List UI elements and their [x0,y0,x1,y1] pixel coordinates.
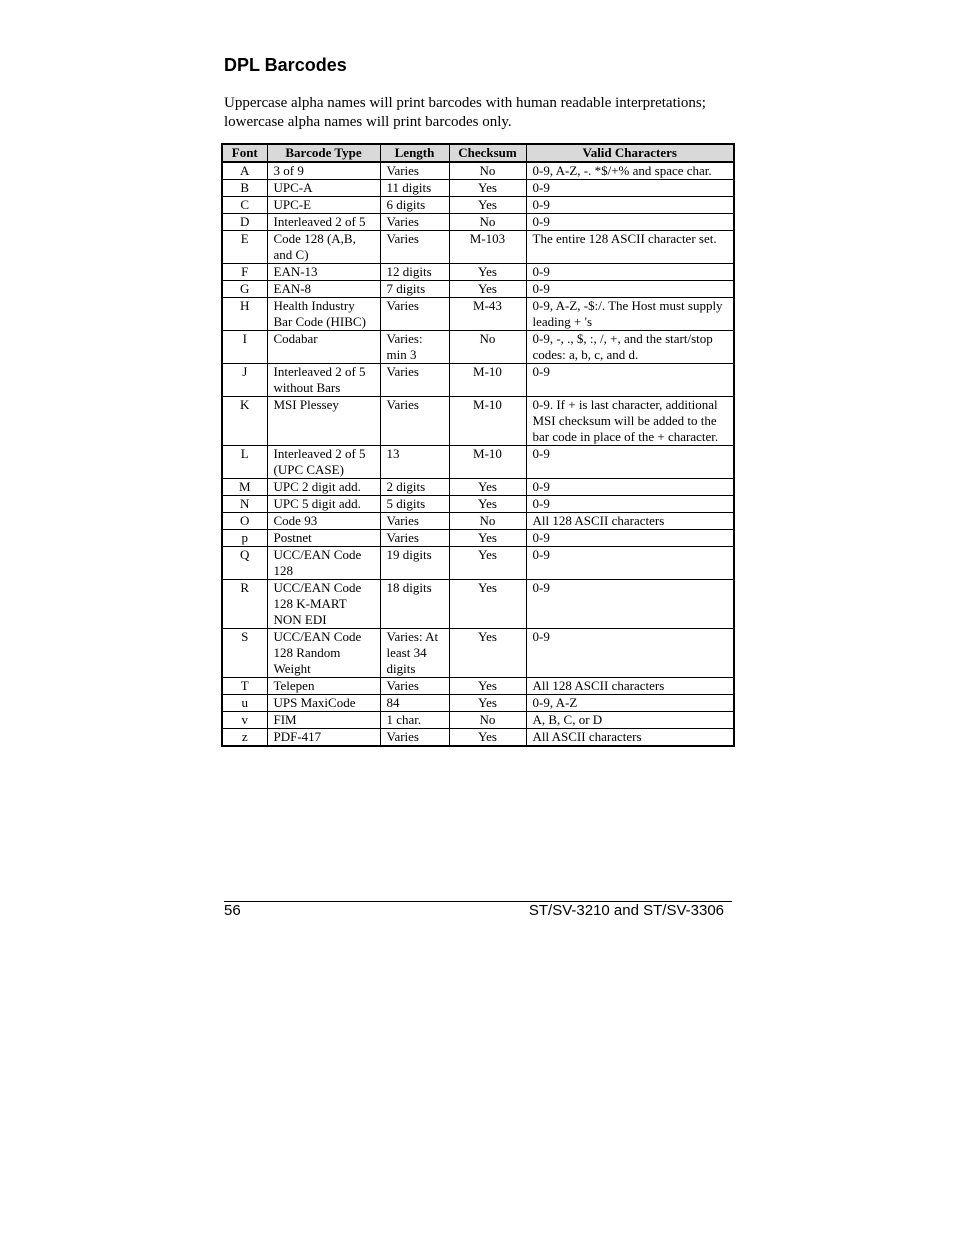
table-body [222,162,734,746]
cell-font: Q [222,547,267,580]
cell-valid-characters: All ASCII characters [526,729,734,747]
cell-barcode-type: PDF-417 [267,729,380,747]
column-header-checksum: Checksum [449,144,526,162]
cell-barcode-type: Postnet [267,530,380,547]
table-row [222,231,734,264]
cell-font: L [222,446,267,479]
table-row [222,331,734,364]
cell-font: K [222,397,267,446]
cell-valid-characters: 0-9 [526,629,734,678]
cell-length: Varies [380,530,449,547]
cell-font: R [222,580,267,629]
cell-font: F [222,264,267,281]
cell-length: Varies: At least 34 digits [380,629,449,678]
cell-checksum: Yes [449,547,526,580]
cell-barcode-type: UPC-A [267,180,380,197]
cell-length: 2 digits [380,479,449,496]
table-header-row [222,144,734,162]
table-row [222,695,734,712]
cell-length: Varies [380,214,449,231]
cell-font: E [222,231,267,264]
table-row [222,180,734,197]
cell-valid-characters: A, B, C, or D [526,712,734,729]
table-row [222,162,734,180]
cell-length: 5 digits [380,496,449,513]
cell-length: Varies: min 3 [380,331,449,364]
cell-valid-characters: 0-9, A-Z, -. *$/+% and space char. [526,162,734,180]
cell-checksum: Yes [449,530,526,547]
cell-barcode-type: 3 of 9 [267,162,380,180]
cell-valid-characters: The entire 128 ASCII character set. [526,231,734,264]
cell-valid-characters: 0-9 [526,580,734,629]
cell-length: Varies [380,729,449,747]
table-row [222,513,734,530]
cell-barcode-type: Code 128 (A,B, and C) [267,231,380,264]
cell-barcode-type: Health Industry Bar Code (HIBC) [267,298,380,331]
cell-checksum: Yes [449,695,526,712]
cell-valid-characters: All 128 ASCII characters [526,678,734,695]
cell-length: Varies [380,678,449,695]
table-row [222,281,734,298]
cell-checksum: M-10 [449,397,526,446]
cell-checksum: No [449,513,526,530]
cell-font: C [222,197,267,214]
cell-barcode-type: Interleaved 2 of 5 (UPC CASE) [267,446,380,479]
table-row [222,530,734,547]
column-header-length: Length [380,144,449,162]
table-row [222,629,734,678]
cell-valid-characters: 0-9 [526,364,734,397]
cell-font: A [222,162,267,180]
cell-length: 18 digits [380,580,449,629]
cell-length: Varies [380,298,449,331]
cell-font: O [222,513,267,530]
cell-valid-characters: 0-9 [526,446,734,479]
cell-font: S [222,629,267,678]
cell-barcode-type: UCC/EAN Code 128 K-MART NON EDI [267,580,380,629]
cell-length: Varies [380,162,449,180]
cell-font: D [222,214,267,231]
cell-barcode-type: Telepen [267,678,380,695]
cell-checksum: M-10 [449,364,526,397]
cell-font: T [222,678,267,695]
table-row [222,729,734,747]
cell-checksum: Yes [449,629,526,678]
cell-checksum: Yes [449,496,526,513]
cell-checksum: Yes [449,264,526,281]
cell-barcode-type: UCC/EAN Code 128 Random Weight [267,629,380,678]
cell-font: N [222,496,267,513]
cell-length: Varies [380,513,449,530]
table-row [222,446,734,479]
column-header-barcode-type: Barcode Type [267,144,380,162]
table-row [222,264,734,281]
table-row [222,712,734,729]
cell-font: z [222,729,267,747]
cell-valid-characters: All 128 ASCII characters [526,513,734,530]
column-header-valid-characters: Valid Characters [526,144,734,162]
cell-barcode-type: MSI Plessey [267,397,380,446]
cell-checksum: No [449,162,526,180]
cell-length: 84 [380,695,449,712]
cell-valid-characters: 0-9 [526,180,734,197]
cell-barcode-type: UPS MaxiCode [267,695,380,712]
cell-checksum: Yes [449,197,526,214]
cell-length: Varies [380,364,449,397]
cell-valid-characters: 0-9 [526,214,734,231]
cell-checksum: No [449,214,526,231]
cell-valid-characters: 0-9, -, ., $, :, /, +, and the start/stop codes: a, b, c, and d. [526,331,734,364]
cell-barcode-type: EAN-8 [267,281,380,298]
cell-length: 13 [380,446,449,479]
cell-checksum: M-103 [449,231,526,264]
cell-barcode-type: EAN-13 [267,264,380,281]
table-row [222,580,734,629]
cell-font: v [222,712,267,729]
cell-checksum: Yes [449,281,526,298]
cell-barcode-type: Interleaved 2 of 5 [267,214,380,231]
cell-font: G [222,281,267,298]
cell-valid-characters: 0-9 [526,547,734,580]
cell-valid-characters: 0-9 [526,197,734,214]
cell-length: Varies [380,397,449,446]
cell-font: p [222,530,267,547]
table-row [222,298,734,331]
table-row [222,479,734,496]
cell-barcode-type: FIM [267,712,380,729]
cell-valid-characters: 0-9 [526,479,734,496]
cell-length: 12 digits [380,264,449,281]
cell-length: 11 digits [380,180,449,197]
cell-valid-characters: 0-9 [526,281,734,298]
cell-barcode-type: UPC-E [267,197,380,214]
cell-checksum: No [449,331,526,364]
cell-barcode-type: UCC/EAN Code 128 [267,547,380,580]
cell-font: J [222,364,267,397]
cell-barcode-type: Interleaved 2 of 5 without Bars [267,364,380,397]
cell-checksum: M-43 [449,298,526,331]
cell-valid-characters: 0-9. If + is last character, additional MSI checksum will be added to the bar code in place of the + character. [526,397,734,446]
barcode-table [221,143,735,747]
table-row [222,214,734,231]
table-row [222,197,734,214]
cell-checksum: Yes [449,678,526,695]
cell-length: 1 char. [380,712,449,729]
cell-valid-characters: 0-9 [526,264,734,281]
page-heading: DPL Barcodes [224,55,347,75]
cell-font: H [222,298,267,331]
cell-valid-characters: 0-9, A-Z [526,695,734,712]
cell-barcode-type: Codabar [267,331,380,364]
cell-length: Varies [380,231,449,264]
cell-font: M [222,479,267,496]
footer-document-title: ST/SV-3210 and ST/SV-3306 [528,902,724,919]
cell-checksum: Yes [449,180,526,197]
cell-checksum: Yes [449,580,526,629]
cell-valid-characters: 0-9 [526,496,734,513]
cell-checksum: Yes [449,479,526,496]
cell-barcode-type: UPC 5 digit add. [267,496,380,513]
cell-valid-characters: 0-9 [526,530,734,547]
cell-checksum: No [449,712,526,729]
table-row [222,678,734,695]
cell-font: B [222,180,267,197]
cell-checksum: M-10 [449,446,526,479]
cell-length: 7 digits [380,281,449,298]
column-header-font: Font [222,144,267,162]
cell-length: 19 digits [380,547,449,580]
cell-barcode-type: UPC 2 digit add. [267,479,380,496]
table-row [222,547,734,580]
cell-length: 6 digits [380,197,449,214]
table-row [222,364,734,397]
table-row [222,397,734,446]
cell-checksum: Yes [449,729,526,747]
cell-font: I [222,331,267,364]
cell-barcode-type: Code 93 [267,513,380,530]
table-row [222,496,734,513]
cell-font: u [222,695,267,712]
page-number: 56 [224,902,241,919]
intro-paragraph: Uppercase alpha names will print barcodes with human readable interpretations; lowercase alpha names will print barcodes only. [224,95,706,130]
cell-valid-characters: 0-9, A-Z, -$:/. The Host must supply leading + 's [526,298,734,331]
